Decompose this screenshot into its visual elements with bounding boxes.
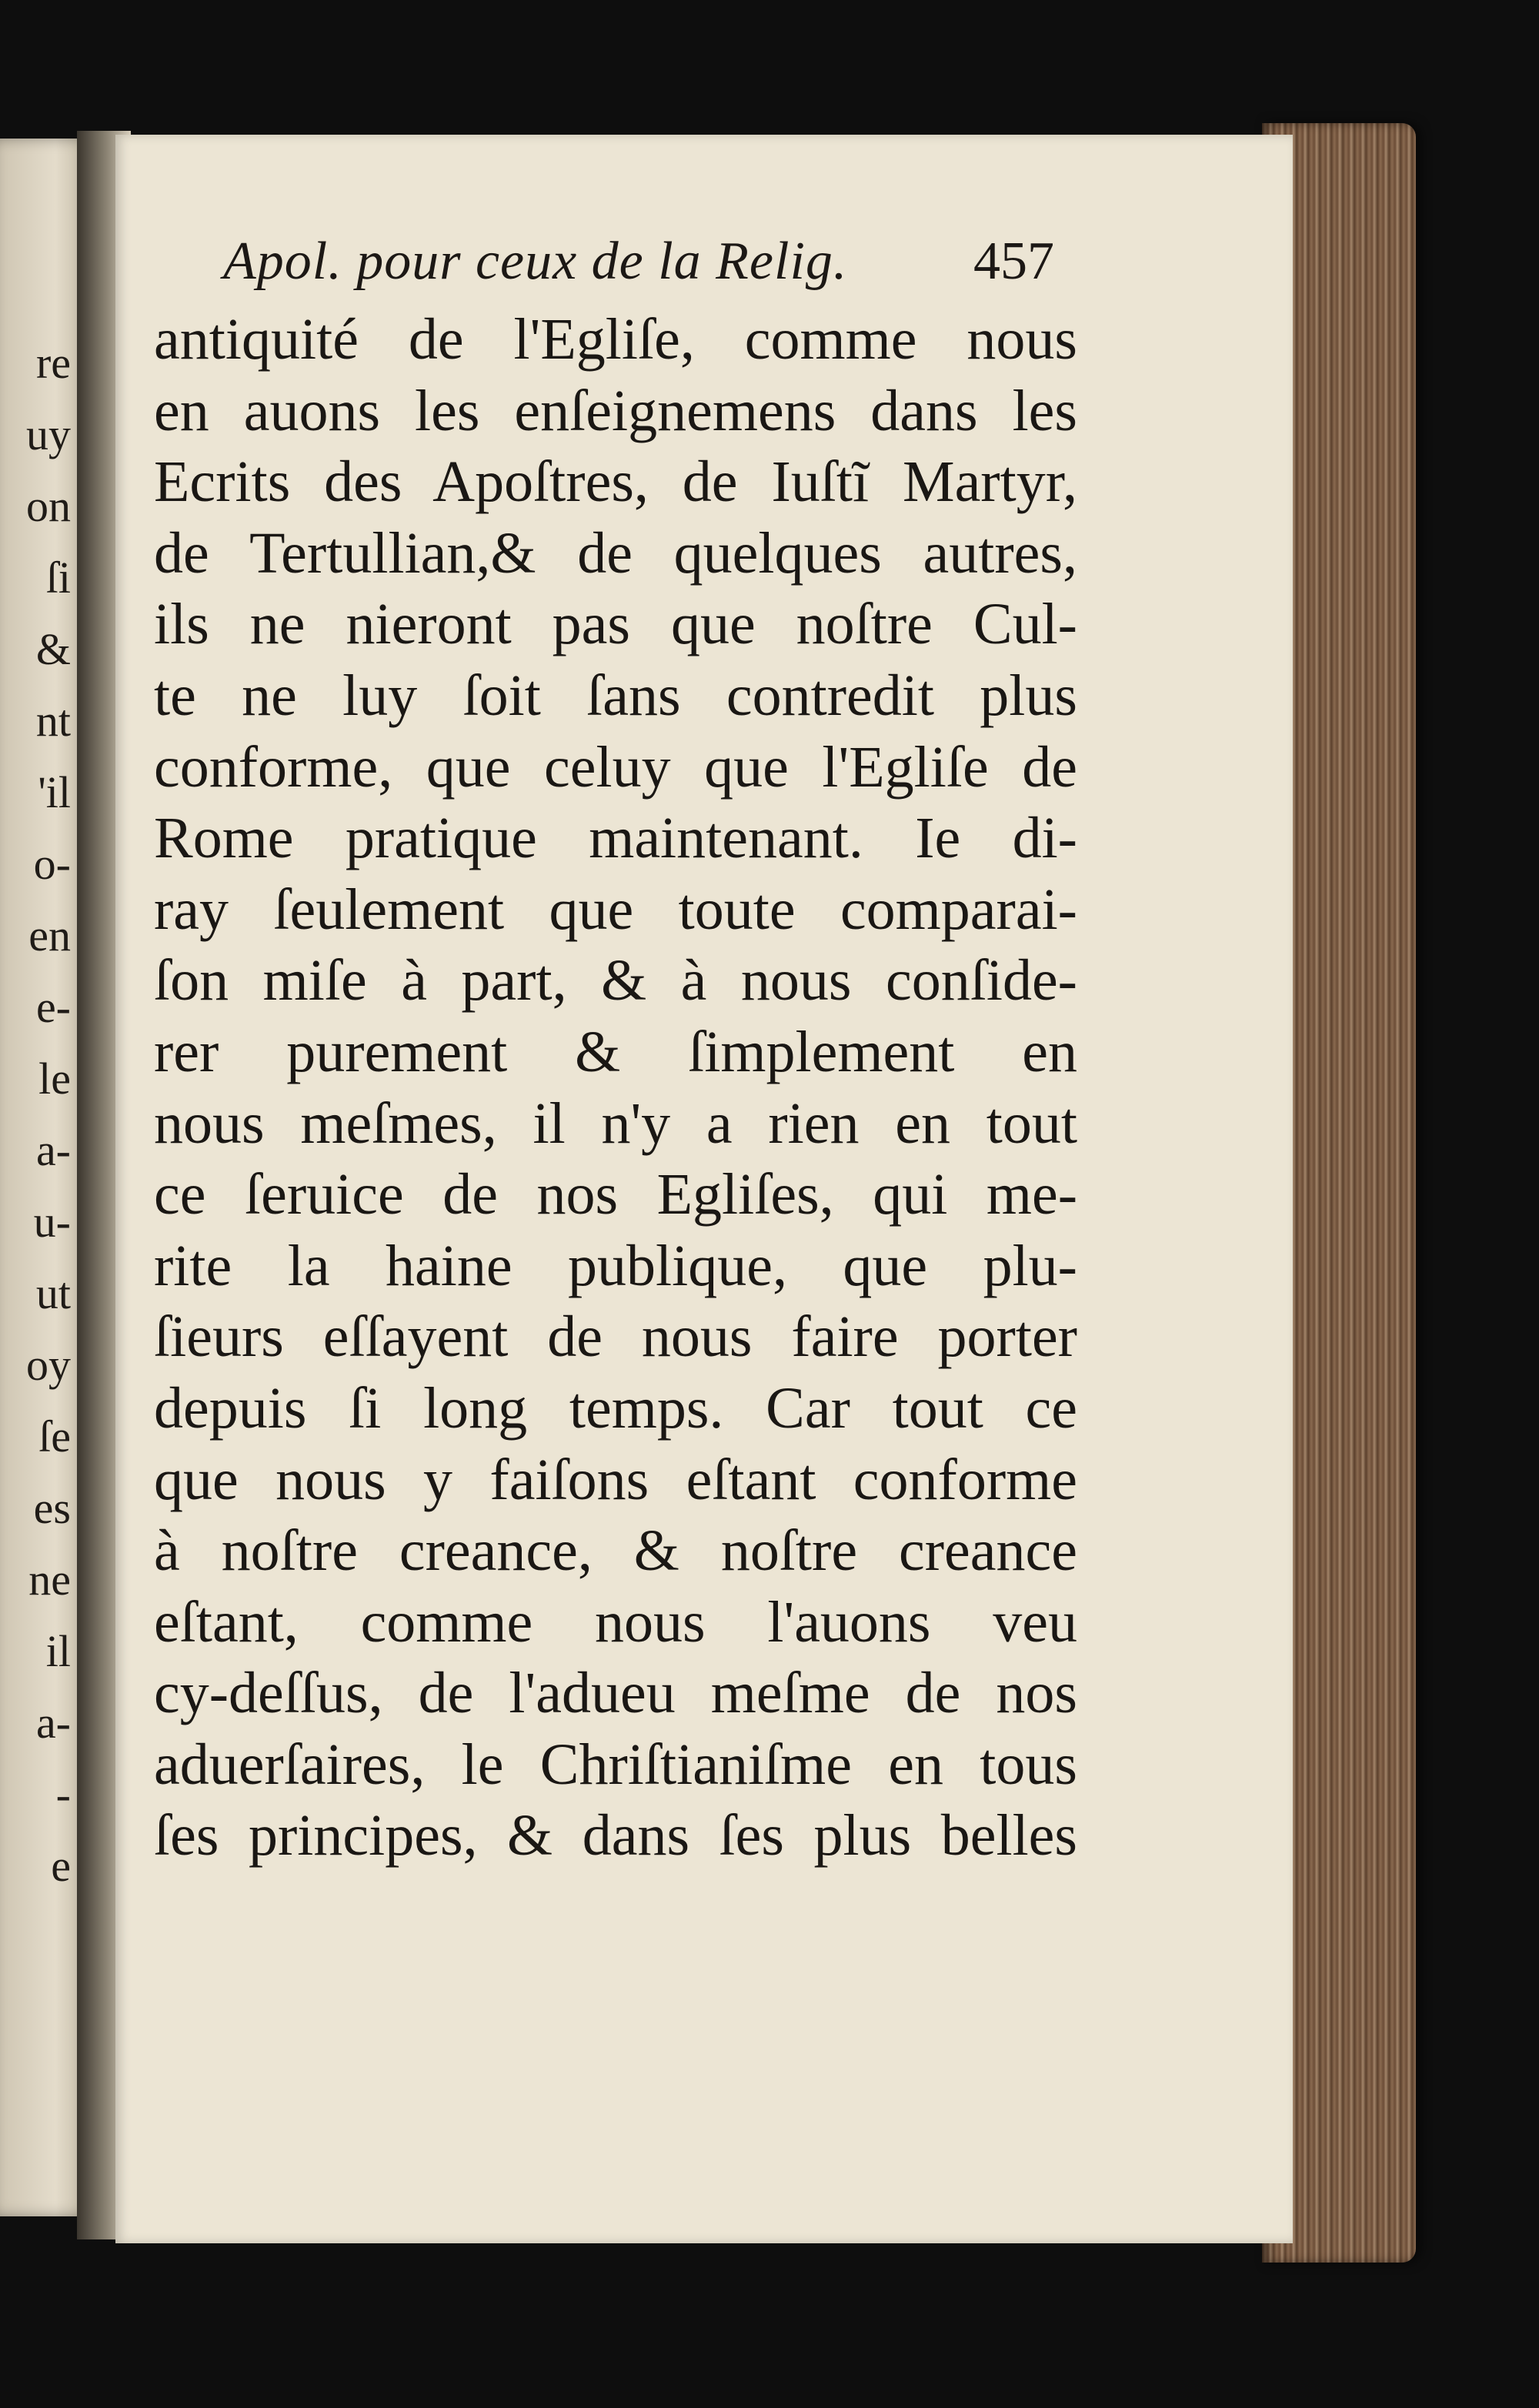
fragment-line: 'il [38,767,71,817]
text-line: ſon miſe à part, & à nous conſide- [154,948,1077,1014]
text-line: conforme, que celuy que l'Egliſe de [154,734,1077,800]
text-line: Rome pratique maintenant. Ie di- [154,806,1077,871]
fragment-line: nt [35,696,71,746]
fragment-line: re [35,338,71,388]
fragment-line: e [51,1841,71,1891]
running-title: Apol. pour ceux de la Relig. [223,232,848,291]
text-line: Ecrits des Apoſtres, de Iuſtĩ Martyr, [154,449,1077,515]
fragment-line: le [38,1054,71,1104]
text-line: en auons les enſeignemens dans les [154,378,1077,443]
text-line: cy-deſſus, de l'adueu meſme de nos [154,1661,1077,1726]
text-line: te ne luy ſoit ſans contredit plus [154,663,1077,728]
text-line: rite la haine publique, que plu- [154,1233,1077,1298]
fragment-line: ut [35,1268,71,1318]
fragment-line: o- [33,839,71,889]
text-line: nous meſmes, il n'y a rien en tout [154,1090,1077,1156]
page-number: 457 [973,232,1054,291]
text-line: ils ne nieront pas que noſtre Cul- [154,592,1077,657]
fragment-line: es [33,1483,71,1533]
page-body [154,304,1077,1872]
page-header [223,231,1054,300]
fragment-line: a- [35,1125,71,1175]
fragment-line: ſe [38,1411,71,1461]
text-line: de Tertullian,& de quelques autres, [154,520,1077,586]
fragment-line: on [26,481,71,531]
fragment-line: - [55,1769,71,1819]
text-line: aduerſaires, le Chriſtianiſme en tous [154,1732,1077,1797]
text-line: ſieurs eſſayent de nous faire porter [154,1304,1077,1370]
text-line: ſes principes, & dans ſes plus belles [154,1803,1077,1869]
fragment-line: u- [33,1197,71,1247]
fragment-line: a- [35,1698,71,1748]
fragment-line: & [35,624,71,674]
text-line: antiquité de l'Egliſe, comme nous [154,307,1077,372]
text-line: ray ſeulement que toute comparai- [154,877,1077,942]
fragment-line: e- [35,982,71,1032]
fragment-line: il [45,1626,71,1676]
fragment-line: ne [28,1555,71,1605]
text-line: depuis ſi long temps. Car tout ce [154,1375,1077,1441]
fragment-line: en [28,910,71,960]
text-line: eſtant, comme nous l'auons veu [154,1589,1077,1655]
text-line: ce ſeruice de nos Egliſes, qui me- [154,1162,1077,1227]
text-line: à noſtre creance, & noſtre creance [154,1518,1077,1584]
text-line: que nous y faiſons eſtant conforme [154,1447,1077,1512]
fragment-line: oy [26,1340,71,1390]
fragment-line: uy [26,409,71,459]
fragment-line: ſi [45,553,71,603]
text-line: rer purement & ſimplement en [154,1019,1077,1084]
